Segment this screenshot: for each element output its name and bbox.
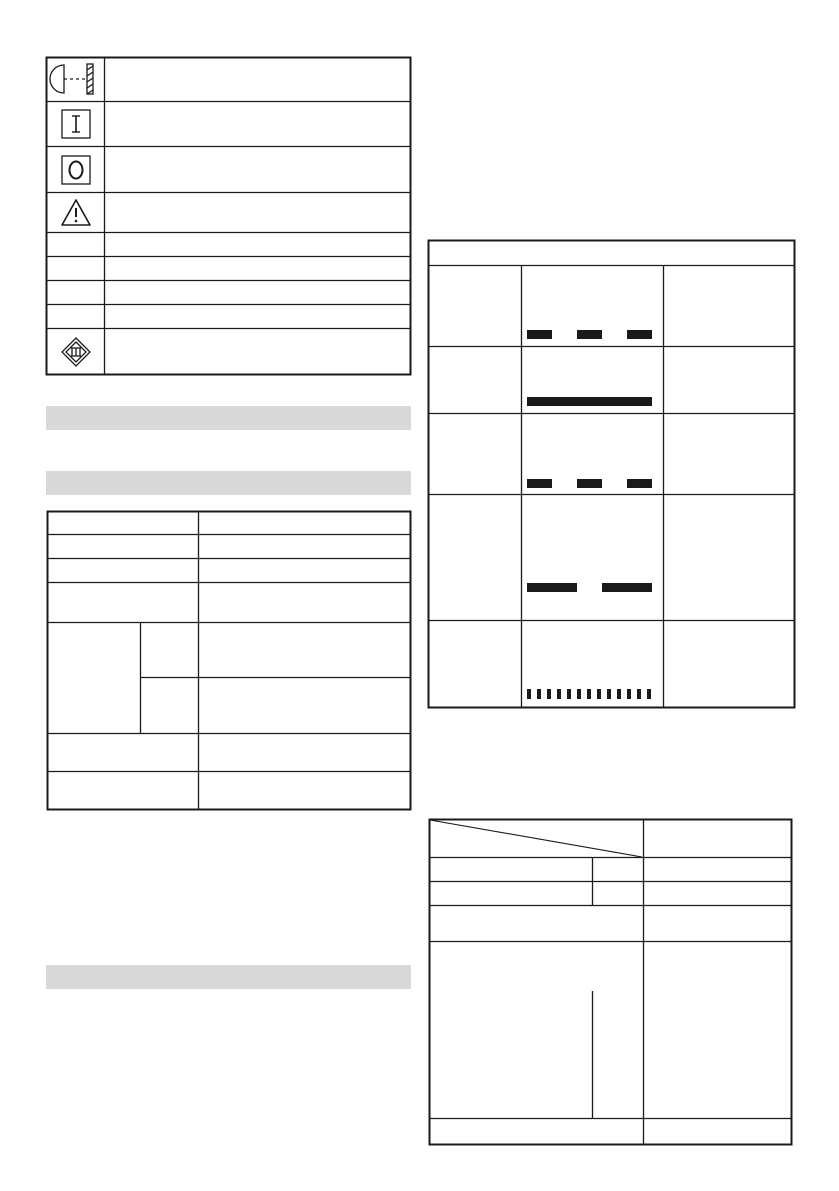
indicator-table xyxy=(420,230,810,720)
specification-table xyxy=(0,500,420,820)
symbol-table xyxy=(0,0,420,380)
header-diagonal xyxy=(430,820,642,857)
indicator-pattern-ticks xyxy=(527,689,651,699)
indicator-tick xyxy=(597,689,601,699)
power-off-icon xyxy=(62,156,90,184)
warning-triangle-icon xyxy=(62,200,90,225)
indicator-pattern-solid xyxy=(527,397,652,406)
indicator-tick xyxy=(647,689,651,699)
section-header-3 xyxy=(46,965,411,989)
indicator-tick xyxy=(587,689,591,699)
indicator-tick xyxy=(557,689,561,699)
power-on-icon xyxy=(62,110,90,138)
indicator-tick xyxy=(537,689,541,699)
indicator-tick xyxy=(577,689,581,699)
indicator-tick xyxy=(527,689,531,699)
section-header-2 xyxy=(46,471,411,495)
indicator-pattern-three-dashes xyxy=(527,330,652,339)
indicator-tick xyxy=(547,689,551,699)
indicator-tick xyxy=(627,689,631,699)
indicator-tick xyxy=(567,689,571,699)
protection-class-iii-icon xyxy=(62,338,90,366)
section-header-1 xyxy=(46,406,411,430)
indicator-tick xyxy=(617,689,621,699)
parameter-table xyxy=(420,810,810,1160)
distance-fill-icon xyxy=(50,64,93,94)
indicator-pattern-three-dashes xyxy=(527,479,652,488)
indicator-pattern-two-dashes xyxy=(527,583,652,592)
indicator-tick xyxy=(637,689,641,699)
indicator-tick xyxy=(607,689,611,699)
